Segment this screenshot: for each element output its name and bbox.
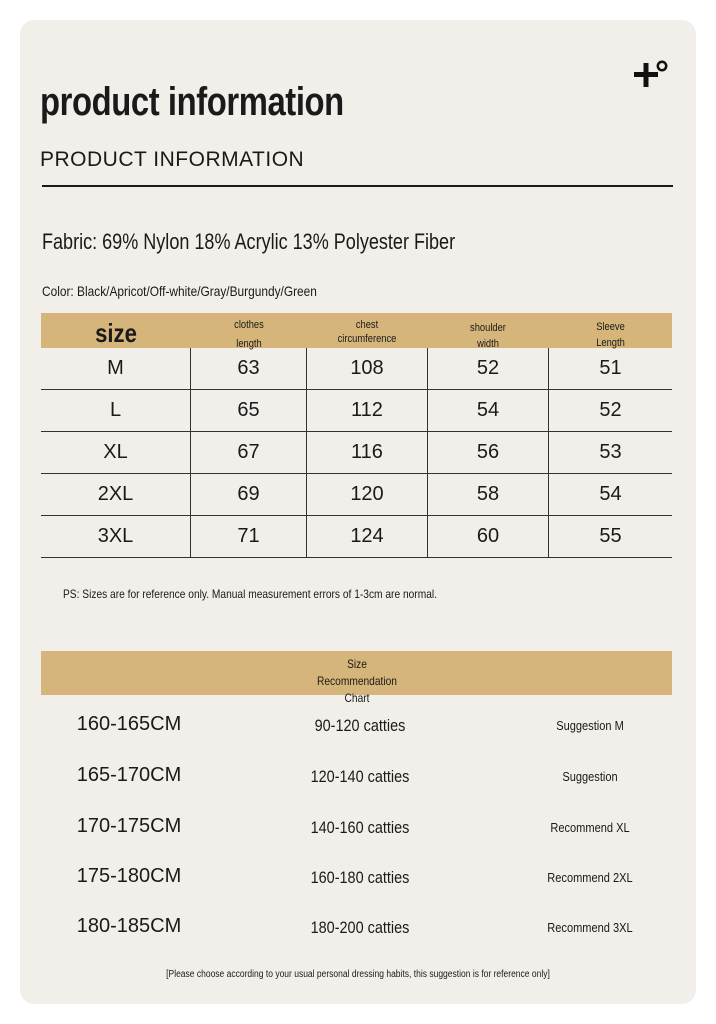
recommendation-row [0, 865, 716, 895]
size-cell: 3XL [41, 516, 191, 558]
weight-range: 140-160 catties [310, 818, 410, 837]
header-shoulder: shoulder width [470, 322, 506, 350]
height-range: 180-185CM [76, 915, 182, 937]
size-suggestion: Suggestion M [556, 718, 624, 733]
height-range: 175-180CM [76, 865, 182, 887]
height-range: 170-175CM [76, 815, 182, 837]
size-note: PS: Sizes are for reference only. Manual measurement errors of 1-3cm are normal. [63, 587, 437, 601]
table-cell: 108 [307, 348, 428, 390]
size-cell: L [41, 390, 191, 432]
size-suggestion: Recommend XL [550, 820, 630, 835]
recommendation-row [0, 764, 716, 794]
plus-degree-logo-icon [632, 58, 672, 92]
recommendation-row [0, 815, 716, 845]
weight-range: 180-200 catties [310, 918, 410, 937]
table-cell: 120 [307, 474, 428, 516]
table-cell: 63 [191, 348, 307, 390]
recommendation-header [41, 651, 672, 705]
table-cell: 52 [428, 348, 549, 390]
table-cell: 51 [549, 348, 673, 390]
size-cell: 2XL [41, 474, 191, 516]
table-cell: 67 [191, 432, 307, 474]
recommendation-title: Size Recommendation Chart [316, 657, 397, 705]
size-cell: XL [41, 432, 191, 474]
table-cell: 116 [307, 432, 428, 474]
size-suggestion: Recommend 2XL [547, 870, 633, 885]
divider [42, 185, 673, 187]
table-row [41, 516, 672, 558]
size-suggestion: Suggestion [562, 769, 618, 784]
height-range: 165-170CM [76, 764, 182, 786]
recommendation-row [0, 915, 716, 945]
page-title: product information [40, 80, 344, 124]
table-cell: 54 [549, 474, 673, 516]
size-suggestion: Recommend 3XL [547, 920, 633, 935]
header-chest: chest circumference [337, 319, 397, 345]
height-range: 160-165CM [76, 713, 182, 735]
table-cell: 55 [549, 516, 673, 558]
weight-range: 90-120 catties [314, 716, 406, 735]
weight-range: 160-180 catties [310, 868, 410, 887]
table-cell: 53 [549, 432, 673, 474]
table-cell: 112 [307, 390, 428, 432]
recommendation-row [0, 713, 716, 743]
table-cell: 58 [428, 474, 549, 516]
table-cell: 71 [191, 516, 307, 558]
weight-range: 120-140 catties [310, 767, 410, 786]
color-options: Color: Black/Apricot/Off-white/Gray/Burgundy/Green [42, 283, 317, 299]
recommendation-footnote: [Please choose according to your usual personal dressing habits, this suggestion is for reference only] [166, 969, 550, 980]
header-clothes-length: clothes length [234, 319, 264, 350]
page-subtitle: PRODUCT INFORMATION [40, 148, 305, 171]
size-table-header [41, 313, 672, 348]
table-cell: 54 [428, 390, 549, 432]
header-sleeve: Sleeve Length [596, 321, 625, 349]
table-cell: 69 [191, 474, 307, 516]
table-row [41, 474, 672, 516]
table-row [41, 432, 672, 474]
table-cell: 52 [549, 390, 673, 432]
size-table [41, 348, 672, 558]
table-row [41, 390, 672, 432]
size-cell: M [41, 348, 191, 390]
fabric-composition: Fabric: 69% Nylon 18% Acrylic 13% Polyester Fiber [42, 229, 456, 254]
table-cell: 65 [191, 390, 307, 432]
header-size: size [95, 318, 137, 348]
table-row [41, 348, 672, 390]
table-cell: 124 [307, 516, 428, 558]
table-cell: 60 [428, 516, 549, 558]
table-cell: 56 [428, 432, 549, 474]
